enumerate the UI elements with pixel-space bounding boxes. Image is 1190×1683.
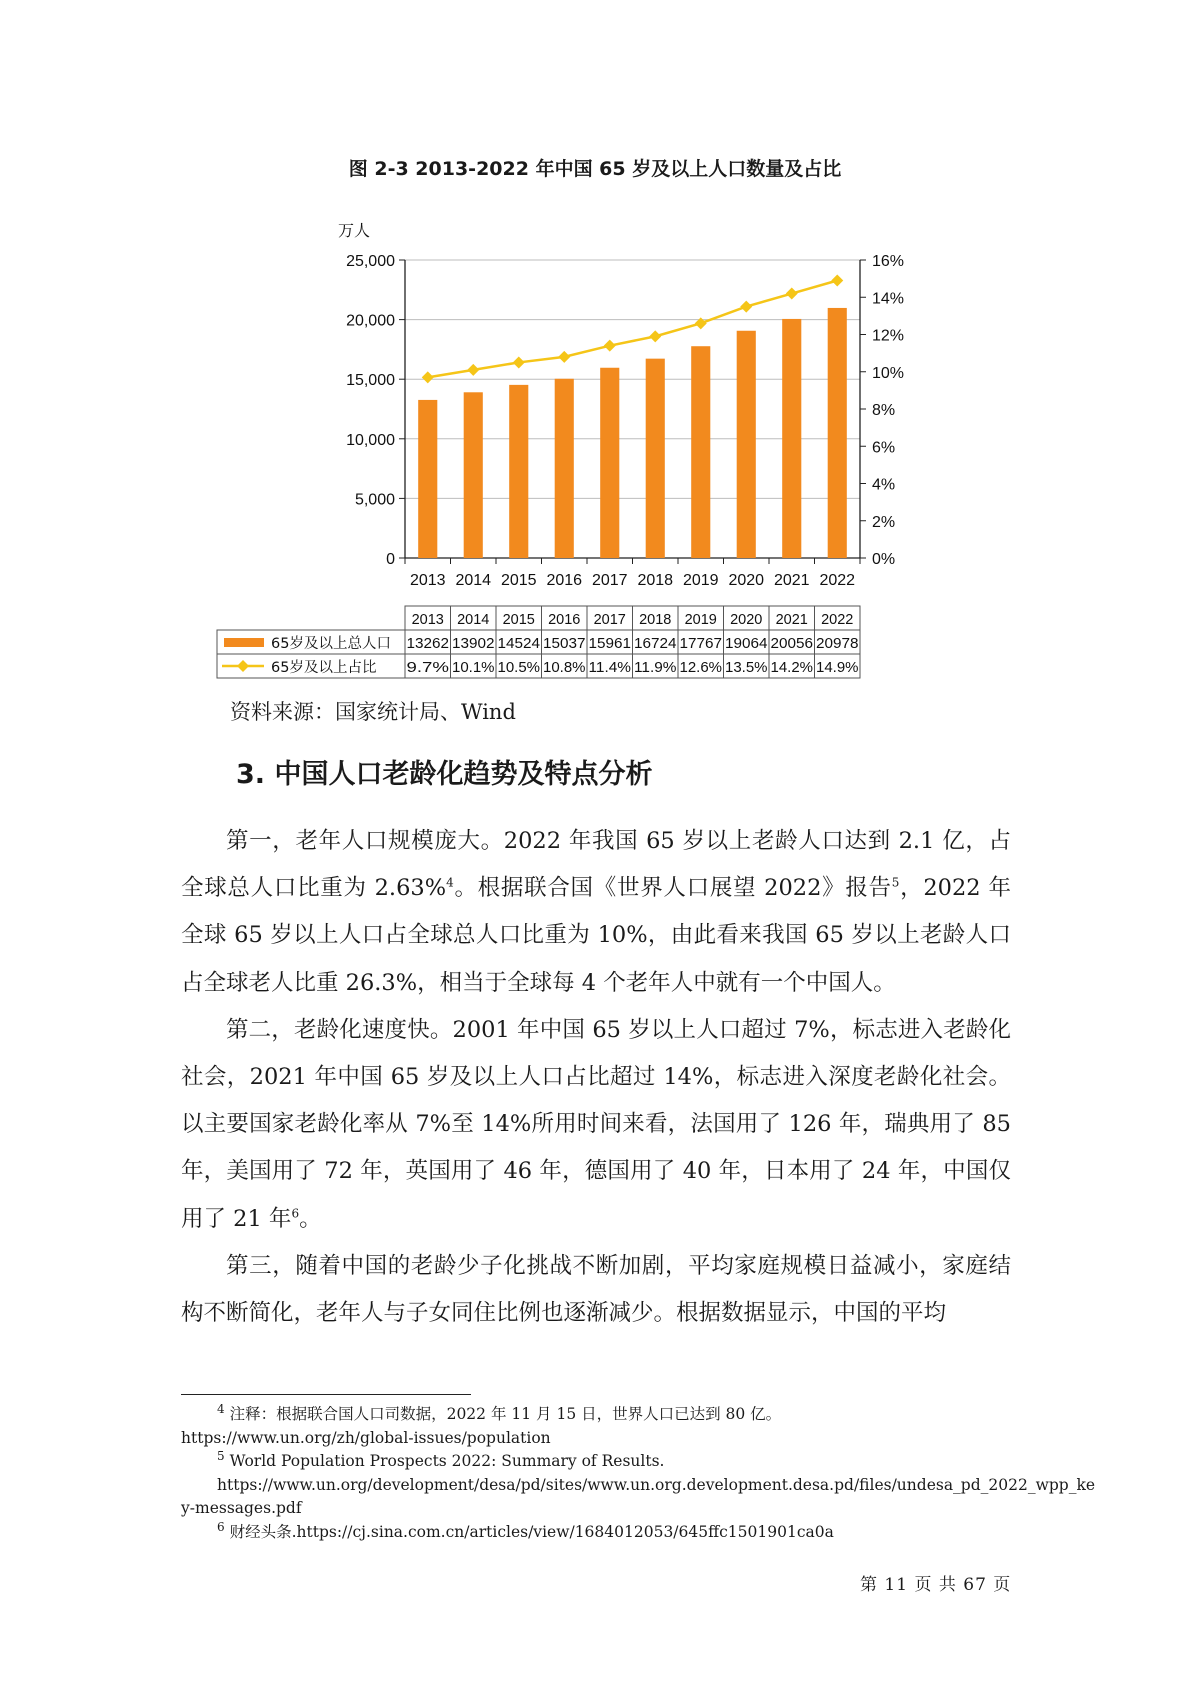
legend-line-marker [237, 660, 249, 672]
source-note: 资料来源：国家统计局、Wind [230, 700, 516, 724]
footnote-6: $^6$ 财经头条.https://cj.sina.com.cn/articles/view/1684012053/645ffc1501901ca0a [217, 1519, 834, 1541]
bar-2014 [464, 392, 483, 558]
table-year: 2014 [457, 612, 490, 628]
table-share: 9.7% [406, 660, 450, 676]
y-tick-label: 5,000 [354, 491, 395, 509]
table-population: 20978 [816, 636, 859, 652]
x-tick-label: 2020 [728, 572, 765, 589]
table-year: 2019 [684, 612, 717, 628]
x-tick-label: 2017 [591, 572, 628, 589]
table-year: 2016 [548, 612, 581, 628]
bar-2020 [737, 331, 756, 558]
table-share: 10.1% [452, 660, 495, 676]
x-tick-label: 2016 [546, 572, 583, 589]
y2-tick-label: 8% [872, 402, 896, 419]
table-share: 11.4% [588, 660, 632, 676]
table-year: 2015 [502, 612, 535, 628]
y-tick-label: 10,000 [346, 431, 395, 449]
x-tick-label: 2015 [500, 572, 537, 589]
y2-tick-label: 16% [872, 253, 905, 270]
table-share: 13.5% [725, 660, 768, 676]
y2-tick-label: 4% [872, 476, 896, 494]
body-text [181, 818, 1011, 1337]
table-year: 2021 [775, 612, 808, 628]
footnote-rule [181, 1394, 471, 1395]
table-population: 15961 [588, 636, 631, 652]
bar-2016 [555, 379, 574, 558]
footnote-ref: 6 [291, 1206, 300, 1221]
x-tick-label: 2019 [682, 572, 719, 589]
table-year: 2018 [639, 612, 672, 628]
y-tick-label: 20,000 [346, 312, 395, 330]
table-population: 13902 [452, 636, 495, 652]
bar-2019 [691, 346, 710, 558]
table-year: 2013 [411, 612, 444, 628]
legend-line-label: 65岁及以上占比 [271, 660, 377, 676]
table-population: 16724 [634, 636, 677, 652]
bar-2013 [418, 400, 437, 558]
legend-bar-key [224, 638, 264, 647]
bar-2022 [828, 308, 847, 558]
y2-tick-label: 2% [872, 513, 896, 531]
page-number: 第 11 页 共 67 页 [860, 1575, 1012, 1595]
x-tick-label: 2018 [637, 572, 674, 589]
table-share: 14.9% [816, 660, 859, 676]
combo-chart [0, 0, 1190, 690]
y-tick-label: 25,000 [346, 253, 395, 270]
y-tick-label: 0 [386, 551, 395, 568]
footnote-5: $^5$ World Population Prospects 2022: Summary of Results. [217, 1448, 665, 1470]
legend-bar-label: 65岁及以上总人口 [271, 636, 391, 652]
y2-tick-label: 0% [872, 551, 896, 568]
footnote-5-url: https://www.un.org/development/desa/pd/sites/www.un.org.development.desa.pd/files/undesa_pd_2022_wpp_ke [217, 1475, 1096, 1494]
x-tick-label: 2013 [409, 572, 446, 589]
table-population: 14524 [497, 636, 540, 652]
footnotes [181, 1401, 1096, 1544]
y-tick-label: 15,000 [346, 372, 395, 390]
table-share: 11.9% [634, 660, 677, 676]
y2-tick-label: 12% [872, 327, 905, 345]
x-tick-label: 2014 [455, 572, 492, 589]
y-unit-label: 万人 [338, 221, 371, 240]
footnote-4-url: https://www.un.org/zh/global-issues/population [181, 1428, 551, 1447]
x-tick-label: 2022 [819, 572, 856, 589]
table-share: 12.6% [679, 660, 723, 676]
table-share: 14.2% [770, 660, 814, 676]
table-population: 20056 [770, 636, 813, 652]
paragraph-1: 第一，老年人口规模庞大。2022 年我国 65 岁以上老龄人口达到 2.1 亿，占全球总人口比重为 2.63%$^4$。根据联合国《世界人口展望 2022》报告$^5$，2022 年全球 65 岁以上人口占全球总人口比重为 10%，由此看来我国 65 岁以上老龄人口占全球老人比重 26.3%，相当于全球每 4 个老年人中就有一个中国人。 [181, 828, 1011, 996]
table-year: 2020 [730, 612, 763, 628]
y2-tick-label: 14% [872, 290, 905, 308]
table-share: 10.5% [497, 660, 541, 676]
table-population: 19064 [725, 636, 768, 652]
paragraph-2: 第二，老龄化速度快。2001 年中国 65 岁以上人口超过 7%，标志进入老龄化社会，2021 年中国 65 岁及以上人口占比超过 14%，标志进入深度老龄化社会。以主要国家老龄化率从 7%至 14%所用时间来看，法国用了 126 年，瑞典用了 85 年，美国用了 72 年，英国用了 46 年，德国用了 40 年，日本用了 24 年，中国仅用了 21 年$^6$。 [181, 1016, 1011, 1232]
bar-2015 [509, 385, 528, 558]
footnote-5-url-cont: y-messages.pdf [181, 1499, 302, 1517]
y2-tick-label: 10% [872, 364, 905, 382]
table-year: 2017 [593, 612, 626, 628]
table-population: 15037 [543, 636, 586, 652]
bar-2021 [782, 319, 801, 558]
y2-tick-label: 6% [872, 439, 896, 457]
footnote-4: $^4$ 注释：根据联合国人口司数据，2022 年 11 月 15 日，世界人口已达到 80 亿。 [217, 1401, 782, 1423]
footnote-ref: 4 [446, 875, 454, 890]
footnote-ref: 5 [891, 875, 900, 890]
table-population: 13262 [406, 636, 449, 652]
paragraph-3: 第三，随着中国的老龄少子化挑战不断加剧，平均家庭规模日益减小，家庭结构不断简化，老年人与子女同住比例也逐渐减少。根据数据显示，中国的平均 [181, 1252, 1011, 1327]
section-heading: 3. 中国人口老龄化趋势及特点分析 [236, 759, 653, 790]
x-tick-label: 2021 [773, 572, 810, 589]
table-year: 2022 [821, 612, 854, 628]
table-population: 17767 [679, 636, 722, 652]
bar-2018 [646, 359, 665, 558]
figure-title: 图 2-3 2013-2022 年中国 65 岁及以上人口数量及占比 [348, 158, 842, 180]
table-share: 10.8% [543, 660, 586, 676]
bar-2017 [600, 368, 619, 558]
